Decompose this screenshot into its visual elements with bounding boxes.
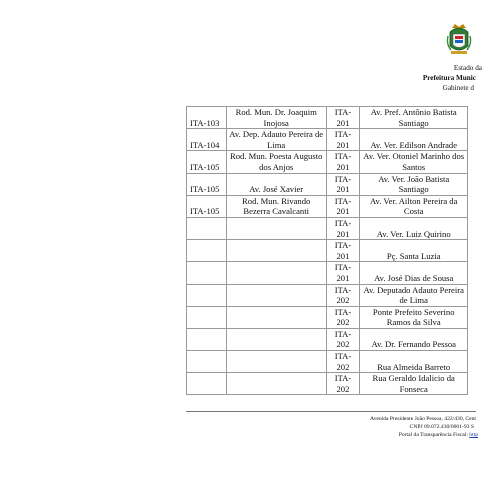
road-cell — [226, 328, 326, 350]
ita-code-cell: ITA-202 — [326, 306, 360, 328]
header-state-line: Estado da — [453, 64, 482, 72]
ita-code-cell: ITA-201 — [326, 151, 360, 173]
table-row — [187, 195, 468, 217]
road-cell: Av. Dep. Adauto Pereira de Lima — [226, 129, 326, 151]
footer-cnpj: CNPJ 09.072.430/0001-93 S — [409, 424, 474, 430]
code-cell — [187, 306, 227, 328]
table-row — [187, 373, 468, 395]
street-cell: Av. Ver. João Batista Santiago — [360, 173, 468, 195]
road-cell: Rod. Mun. Rivando Bezerra Cavalcanti — [226, 195, 326, 217]
table-row — [187, 217, 468, 239]
road-cell — [226, 240, 326, 262]
table-row — [187, 328, 468, 350]
ita-code-cell: ITA-201 — [326, 262, 360, 284]
road-cell: Rod. Mun. Dr. Joaquim Inojosa — [226, 107, 326, 129]
road-cell: Rod. Mun. Poesta Augusto dos Anjos — [226, 151, 326, 173]
table-row — [187, 129, 468, 151]
table-row — [187, 173, 468, 195]
header-gabinete-line: Gabinete d — [442, 84, 474, 92]
road-cell — [226, 373, 326, 395]
footer-transparency-link[interactable]: http — [469, 432, 478, 438]
code-cell — [187, 373, 227, 395]
municipal-seal-icon — [446, 18, 472, 58]
street-cell: Av. Deputado Adauto Pereira de Lima — [360, 284, 468, 306]
street-cell: Av. Dr. Fernando Pessoa — [360, 328, 468, 350]
header-prefeitura-line: Prefeitura Munic — [422, 74, 476, 82]
ita-code-cell: ITA-201 — [326, 217, 360, 239]
ita-code-cell: ITA-202 — [326, 284, 360, 306]
code-cell: ITA-105 — [187, 173, 227, 195]
ita-code-cell: ITA-201 — [326, 173, 360, 195]
street-cell: Av. Ver. Edilson Andrade — [360, 129, 468, 151]
table-row — [187, 262, 468, 284]
street-cell: Av. Ver. Luiz Quirino — [360, 217, 468, 239]
road-cell: Av. José Xavier — [226, 173, 326, 195]
ita-code-cell: ITA-201 — [326, 195, 360, 217]
ita-code-cell: ITA-201 — [326, 107, 360, 129]
code-cell — [187, 284, 227, 306]
street-cell: Pç. Santa Luzia — [360, 240, 468, 262]
street-cell: Rua Almeida Barreto — [360, 351, 468, 373]
table-row — [187, 240, 468, 262]
road-cell — [226, 351, 326, 373]
street-cell: Ponte Prefeito Severino Ramos da Silva — [360, 306, 468, 328]
code-cell: ITA-103 — [187, 107, 227, 129]
road-cell — [226, 284, 326, 306]
street-cell: Av. Pref. Antônio Batista Santiago — [360, 107, 468, 129]
table-row — [187, 351, 468, 373]
roads-table — [186, 106, 468, 395]
footer-address: Avenida Presidente João Pessoa, 422/430, Cent — [369, 416, 476, 422]
street-cell: Rua Geraldo Idalicio da Fonseca — [360, 373, 468, 395]
footer-transparency-label: Portal da Transparência Fiscal: — [398, 432, 470, 438]
road-cell — [226, 217, 326, 239]
road-cell — [226, 262, 326, 284]
code-cell — [187, 217, 227, 239]
ita-code-cell: ITA-201 — [326, 129, 360, 151]
code-cell: ITA-104 — [187, 129, 227, 151]
ita-code-cell: ITA-202 — [326, 328, 360, 350]
ita-code-cell: ITA-201 — [326, 240, 360, 262]
code-cell — [187, 351, 227, 373]
code-cell: ITA-105 — [187, 195, 227, 217]
footer-transparency — [399, 431, 478, 439]
table-row — [187, 151, 468, 173]
street-cell: Av. José Dias de Sousa — [360, 262, 468, 284]
street-cell: Av. Ver. Otoniel Marinho dos Santos — [360, 151, 468, 173]
code-cell — [187, 262, 227, 284]
footer-divider — [186, 411, 476, 412]
ita-code-cell: ITA-202 — [326, 373, 360, 395]
street-cell: Av. Ver. Ailton Pereira da Costa — [360, 195, 468, 217]
code-cell — [187, 240, 227, 262]
table-row — [187, 306, 468, 328]
table-row — [187, 284, 468, 306]
ita-code-cell: ITA-202 — [326, 351, 360, 373]
table-row — [187, 107, 468, 129]
code-cell — [187, 328, 227, 350]
code-cell: ITA-105 — [187, 151, 227, 173]
road-cell — [226, 306, 326, 328]
